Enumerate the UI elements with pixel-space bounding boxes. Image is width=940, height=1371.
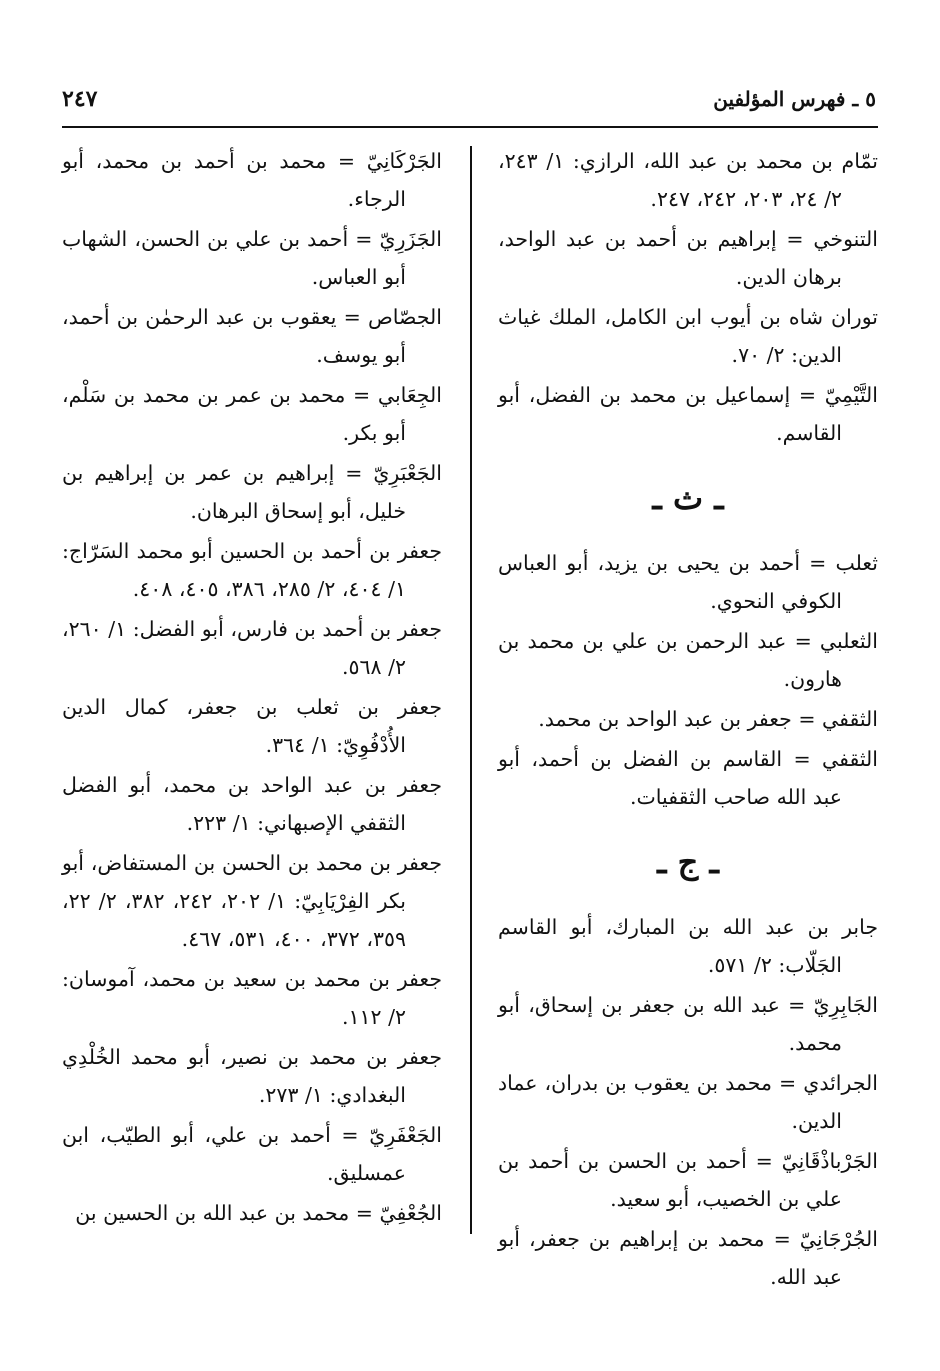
index-entry: الجَزَرِيّ = أحمد بن علي بن الحسن، الشهاب أبو العباس. [62,227,442,289]
index-entry: ثعلب = أحمد بن يحيى بن يزيد، أبو العباس الكوفي النحوي. [498,551,878,613]
header-rule [62,126,878,128]
index-entry: جعفر بن عبد الواحد بن محمد، أبو الفضل الثقفي الإصبهاني: ١/ ٢٢٣. [62,773,442,835]
page-number: ٢٤٧ [62,86,98,112]
right-column [498,142,878,1298]
index-entry: الجصّاص = يعقوب بن عبد الرحمٰن بن أحمد، أبو يوسف. [62,305,442,367]
index-entry: توران شاه بن أيوب ابن الكامل، الملك غياث الدين: ٢/ ٧٠. [498,305,878,367]
left-column [62,142,442,1234]
index-entry: الجَعْفَرِيّ = أحمد بن علي، أبو الطيّب، ابن عمسليق. [62,1123,442,1185]
index-entry: جعفر بن محمد بن الحسن بن المستفاض، أبو بكر الفِرْيَابِيّ: ١/ ٢٠٢، ٢٤٢، ٣٨٢، ٢/ ٢٢، ٣٥٩، ٣٧٢، ٤٠٠، ٥٣١، ٤٦٧. [62,851,442,951]
index-entry: الجُعْفِيّ = محمد بن عبد الله بن الحسين بن [75,1201,442,1225]
index-entry: الجَابِرِيّ = عبد الله بن جعفر بن إسحاق، أبو محمد. [498,993,878,1055]
index-entry: جعفر بن أحمد بن الحسين أبو محمد السَرّاج: ١/ ٤٠٤، ٢/ ٢٨٥، ٣٨٦، ٤٠٥، ٤٠٨. [62,539,442,601]
index-entry: جعفر بن محمد بن نصير، أبو محمد الخُلْدِي البغدادي: ١/ ٢٧٣. [62,1045,442,1107]
index-entry: الثعلبي = عبد الرحمن بن علي بن محمد بن هارون. [498,629,878,691]
index-entry: الجرائدي = محمد بن يعقوب بن بدران، عماد الدين. [498,1071,878,1133]
index-entry: التَّيْمِيّ = إسماعيل بن محمد بن الفضل، أبو القاسم. [498,383,878,445]
section-heading-jim: ـ ج ـ [657,843,719,881]
index-entry: الجُرْجَانِيّ = محمد بن إبراهيم بن جعفر، أبو عبد الله. [498,1227,878,1289]
page-header [62,84,876,114]
index-entry: جعفر بن أحمد بن فارس، أبو الفضل: ١/ ٢٦٠، ٢/ ٥٦٨. [62,617,442,679]
index-entry: تمّام بن محمد بن عبد الله، الرازي: ١/ ٢٤٣، ٢/ ٢٤، ٢٠٣، ٢٤٢، ٢٤٧. [498,149,878,211]
index-entry: الثقفي = القاسم بن الفضل بن أحمد، أبو عبد الله صاحب الثقفيات. [498,747,878,809]
running-title: ٥ ـ فهرس المؤلفين [713,87,876,111]
index-entry: جابر بن عبد الله بن المبارك، أبو القاسم الجَلّاب: ٢/ ٥٧١. [498,915,878,977]
section-heading-tha: ـ ث ـ [652,479,724,517]
column-divider [470,146,472,1234]
index-entry: الجَعْبَرِيّ = إبراهيم بن عمر بن إبراهيم بن خليل، أبو إسحاق البرهان. [62,461,442,523]
index-entry: الجَرْكَانِيّ = محمد بن أحمد بن محمد، أبو الرجاء. [62,149,442,211]
index-entry: الجَرْباذْقَانِيّ = أحمد بن الحسن بن أحمد بن علي بن الخصيب، أبو سعيد. [498,1149,878,1211]
index-entry: جعفر بن محمد بن سعيد بن محمد، آموسان: ٢/ ١١٢. [62,967,442,1029]
index-entry: الثقفي = جعفر بن عبد الواحد بن محمد. [538,707,878,731]
index-entry: الجِعَابي = محمد بن عمر بن محمد بن سَلْم، أبو بكر. [62,383,442,445]
index-entry: جعفر بن ثعلب بن جعفر، كمال الدين الأُدْفُوِيّ: ١/ ٣٦٤. [62,695,442,757]
index-entry: التنوخي = إبراهيم بن أحمد بن عبد الواحد، برهان الدين. [498,227,878,289]
